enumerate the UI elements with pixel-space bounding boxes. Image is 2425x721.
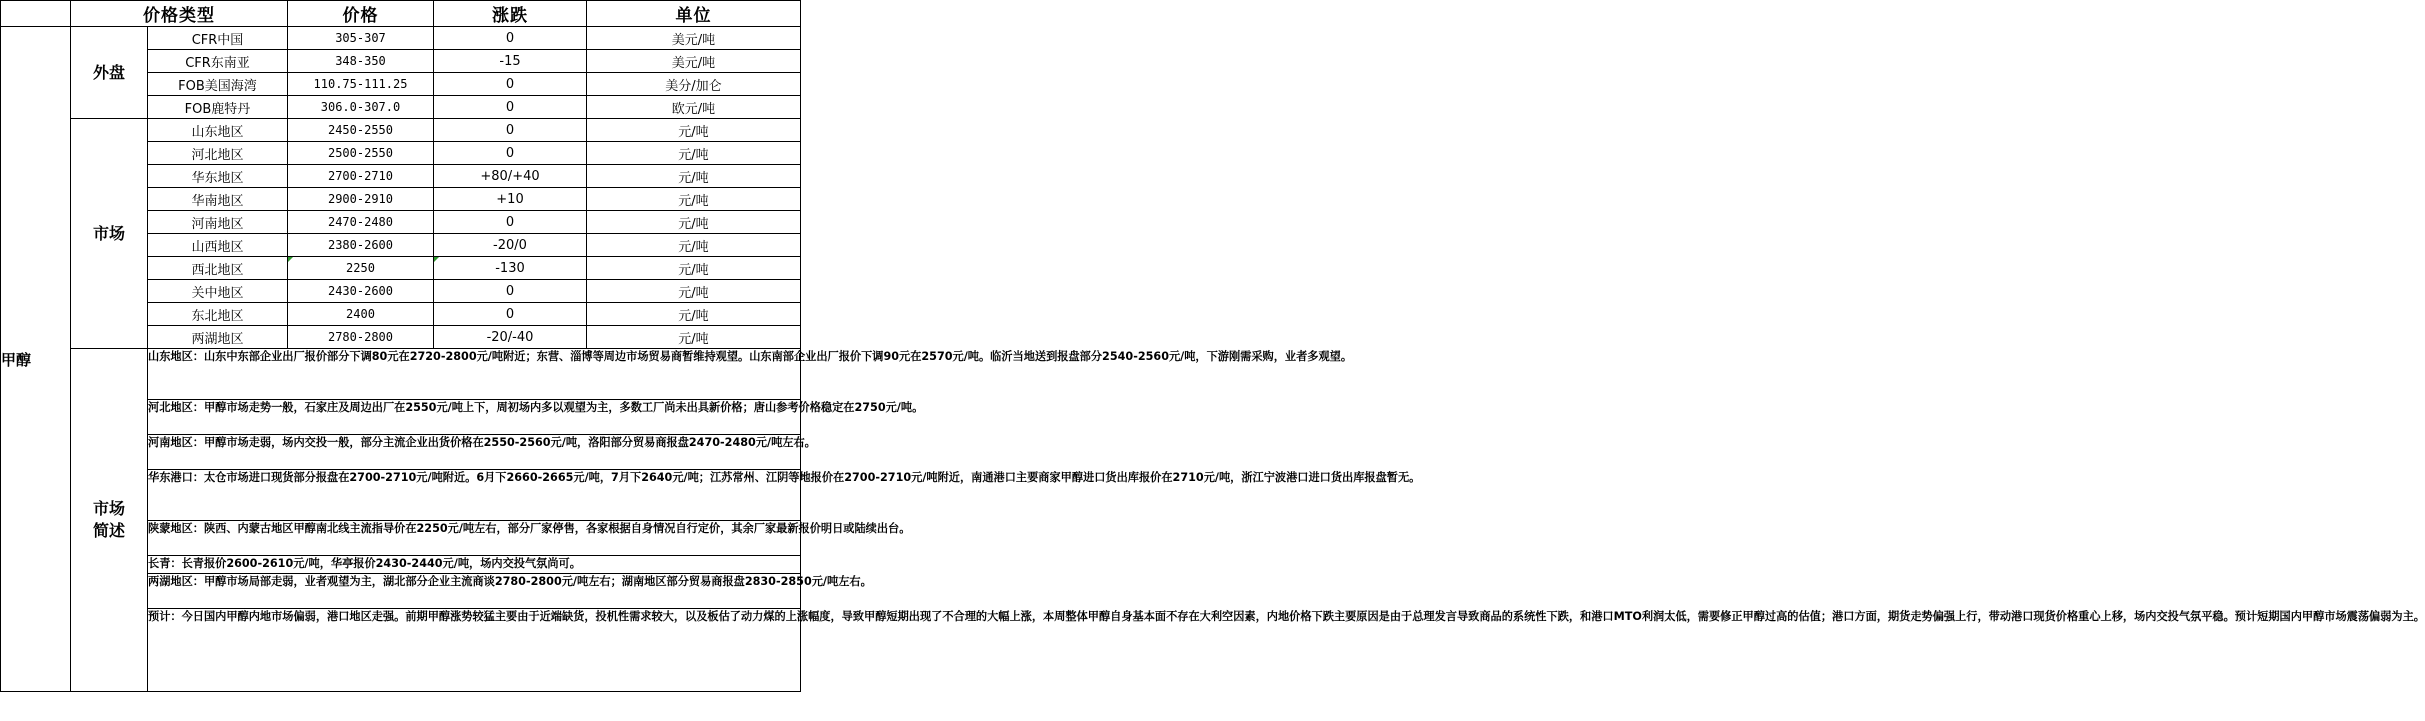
price-cell: 2430-2600 <box>288 280 434 303</box>
price-cell: 2700-2710 <box>288 165 434 188</box>
region-cell: 山西地区 <box>148 234 288 257</box>
unit-cell: 元/吨 <box>587 211 801 234</box>
change-cell: 0 <box>434 303 587 326</box>
price-cell: 110.75-111.25 <box>288 73 434 96</box>
change-cell: -15 <box>434 50 587 73</box>
change-cell: +10 <box>434 188 587 211</box>
note-row <box>1 349 801 400</box>
region-cell: FOB鹿特丹 <box>148 96 288 119</box>
note-shaanxi-inner-mongolia: 陕蒙地区：陕西、内蒙古地区甲醇南北线主流指导价在2250元/吨左右，部分厂家停售，各家根据自身情况自行定价，其余厂家最新报价明日或陆续出台。 <box>148 521 801 556</box>
region-cell: 两湖地区 <box>148 326 288 349</box>
unit-cell: 美元/吨 <box>587 50 801 73</box>
header-unit: 单位 <box>587 1 801 27</box>
change-cell: -20/0 <box>434 234 587 257</box>
note-henan: 河南地区：甲醇市场走弱，场内交投一般，部分主流企业出货价格在2550-2560元/吨，洛阳部分贸易商报盘2470-2480元/吨左右。 <box>148 435 801 470</box>
header-price: 价格 <box>288 1 434 27</box>
note-changqing: 长青：长青报价2600-2610元/吨，华亭报价2430-2440元/吨，场内交投气氛尚可。 <box>148 556 801 574</box>
region-cell: CFR中国 <box>148 27 288 50</box>
unit-cell: 元/吨 <box>587 326 801 349</box>
unit-cell: 元/吨 <box>587 188 801 211</box>
region-cell: 东北地区 <box>148 303 288 326</box>
note-hebei: 河北地区：甲醇市场走势一般，石家庄及周边出厂在2550元/吨上下，周初场内多以观望为主，多数工厂尚未出具新价格；唐山参考价格稳定在2750元/吨。 <box>148 400 801 435</box>
group-external: 外盘 <box>71 27 148 119</box>
change-value: -130 <box>495 260 525 276</box>
price-cell: 2780-2800 <box>288 326 434 349</box>
change-cell: 0 <box>434 119 587 142</box>
unit-cell: 元/吨 <box>587 165 801 188</box>
change-cell: -20/-40 <box>434 326 587 349</box>
group-market: 市场 <box>71 119 148 349</box>
header-change: 涨跌 <box>434 1 587 27</box>
header-blank <box>1 1 71 27</box>
change-cell: 0 <box>434 73 587 96</box>
region-cell: 河北地区 <box>148 142 288 165</box>
unit-cell: 元/吨 <box>587 303 801 326</box>
price-cell <box>288 257 434 280</box>
unit-cell: 欧元/吨 <box>587 96 801 119</box>
price-cell: 2900-2910 <box>288 188 434 211</box>
change-cell <box>434 257 587 280</box>
unit-cell: 美元/吨 <box>587 27 801 50</box>
region-cell: FOB美国海湾 <box>148 73 288 96</box>
region-cell: 河南地区 <box>148 211 288 234</box>
note-lianghu: 两湖地区：甲醇市场局部走弱，业者观望为主，湖北部分企业主流商谈2780-2800元/吨左右；湖南地区部分贸易商报盘2830-2850元/吨左右。 <box>148 574 801 609</box>
region-cell: CFR东南亚 <box>148 50 288 73</box>
region-cell: 山东地区 <box>148 119 288 142</box>
unit-cell: 元/吨 <box>587 142 801 165</box>
group-summary-line2: 简述 <box>92 521 125 540</box>
price-cell: 2500-2550 <box>288 142 434 165</box>
price-cell: 305-307 <box>288 27 434 50</box>
change-cell: 0 <box>434 142 587 165</box>
cell-flag-icon <box>434 257 439 262</box>
cell-flag-icon <box>288 257 293 262</box>
note-shandong: 山东地区：山东中东部企业出厂报价部分下调80元在2720-2800元/吨附近；东营、淄博等周边市场贸易商暂维持观望。山东南部企业出厂报价下调90元在2570元/吨。临沂当地送到报盘部分2540-2560元/吨，下游刚需采购，业者多观望。 <box>148 349 801 400</box>
region-cell: 关中地区 <box>148 280 288 303</box>
change-cell: 0 <box>434 96 587 119</box>
region-cell: 西北地区 <box>148 257 288 280</box>
header-price-type: 价格类型 <box>71 1 288 27</box>
table-row <box>1 27 801 50</box>
group-summary <box>71 349 148 692</box>
price-cell: 306.0-307.0 <box>288 96 434 119</box>
note-forecast: 预计：今日国内甲醇内地市场偏弱，港口地区走强。前期甲醇涨势较猛主要由于近端缺货，投机性需求较大，以及板估了动力煤的上涨幅度，导致甲醇短期出现了不合理的大幅上涨，本周整体甲醇自身基本面不存在大利空因素，内地价格下跌主要原因是由于总理发言导致商品的系统性下跌，和港口MTO利润太低，需要修正甲醇过高的估值；港口方面，期货走势偏强上行，带动港口现货价格重心上移，场内交投气氛平稳。预计短期国内甲醇市场震荡偏弱为主。 <box>148 609 801 692</box>
change-cell: +80/+40 <box>434 165 587 188</box>
price-value: 2250 <box>346 261 375 275</box>
table-row <box>1 119 801 142</box>
change-cell: 0 <box>434 27 587 50</box>
unit-cell: 元/吨 <box>587 119 801 142</box>
unit-cell: 元/吨 <box>587 280 801 303</box>
change-cell: 0 <box>434 280 587 303</box>
change-cell: 0 <box>434 211 587 234</box>
price-cell: 2470-2480 <box>288 211 434 234</box>
price-cell: 2380-2600 <box>288 234 434 257</box>
unit-cell: 元/吨 <box>587 257 801 280</box>
header-row <box>1 1 801 27</box>
region-cell: 华南地区 <box>148 188 288 211</box>
unit-cell: 元/吨 <box>587 234 801 257</box>
note-east-china-port: 华东港口：太仓市场进口现货部分报盘在2700-2710元/吨附近。6月下2660-2665元/吨，7月下2640元/吨；江苏常州、江阴等地报价在2700-2710元/吨附近，南通港口主要商家甲醇进口货出库报价在2710元/吨，浙江宁波港口进口货出库报盘暂无。 <box>148 470 801 521</box>
price-cell: 348-350 <box>288 50 434 73</box>
unit-cell: 美分/加仑 <box>587 73 801 96</box>
price-cell: 2450-2550 <box>288 119 434 142</box>
group-summary-line1: 市场 <box>92 499 125 518</box>
price-cell: 2400 <box>288 303 434 326</box>
region-cell: 华东地区 <box>148 165 288 188</box>
product-name: 甲醇 <box>1 27 71 692</box>
